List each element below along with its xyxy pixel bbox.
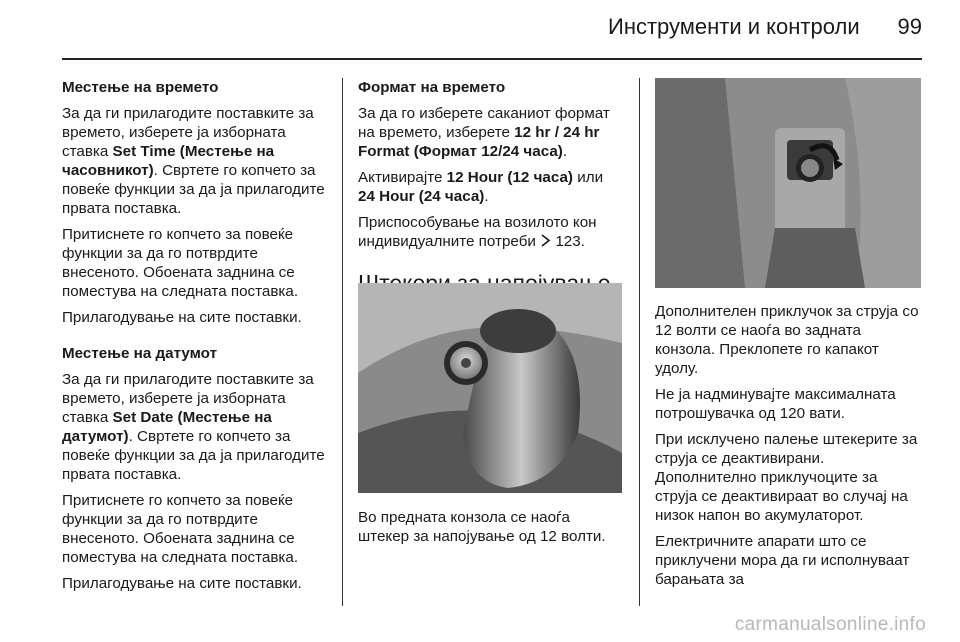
section-heading-format: Формат на времето bbox=[358, 79, 506, 96]
text: За да го изберете саканиот формат на времето, изберете bbox=[358, 105, 610, 141]
paragraph bbox=[358, 168, 624, 206]
column-1 bbox=[62, 78, 328, 600]
paragraph bbox=[358, 213, 624, 251]
header-title: Инструменти и контроли bbox=[608, 14, 860, 39]
section-heading-date: Местење на датумот bbox=[62, 345, 218, 362]
front-socket-photo bbox=[358, 283, 622, 493]
paragraph: При исклучено палење штекерите за струја се деактивирани. Дополнително приклучоците за струја се деактивираат во случај на низок напон во акумулаторот. bbox=[655, 431, 918, 524]
option-ref: 12 Hour (12 часа) bbox=[446, 169, 573, 186]
menu-item-ref: 12 hr / 24 hr Format (Формат 12/24 часа) bbox=[358, 124, 600, 160]
paragraph: Притиснете го копчето за повеќе функции за да го потврдите внесеното. Обоената заднина се поместува на следната поставка. bbox=[62, 492, 299, 566]
page-number: 99 bbox=[897, 14, 922, 39]
paragraph: Не ја надминувајте максималната потрошувачка од 120 вати. bbox=[655, 386, 896, 422]
paragraph: Притиснете го копчето за повеќе функции за да го потврдите внесеното. Обоената заднина се поместува на следната поставка. bbox=[62, 226, 299, 300]
paragraph: Прилагодување на сите поставки. bbox=[62, 309, 302, 326]
text: . bbox=[562, 143, 568, 160]
arrow-ref-icon bbox=[540, 233, 555, 250]
text: . bbox=[484, 188, 489, 205]
paragraph bbox=[358, 104, 624, 161]
text: Активирајте bbox=[358, 169, 447, 186]
caption: Дополнителен приклучок за струја со 12 волти се наоѓа во задната конзола. Преклопете го капакот удолу. bbox=[655, 303, 919, 377]
text: . Свртете го копчето за повеќе функции за да ја прилагодите првата поставка. bbox=[62, 428, 325, 483]
section-heading-time: Местење на времето bbox=[62, 79, 219, 96]
paragraph: Прилагодување на сите поставки. bbox=[62, 575, 302, 592]
column-divider-1 bbox=[342, 78, 343, 606]
rear-socket-photo bbox=[655, 78, 921, 288]
menu-item-ref: Set Date (Местење на датумот) bbox=[62, 409, 272, 445]
text: За да ги прилагодите поставките за времето, изберете ја изборната ставка bbox=[62, 371, 314, 426]
page-ref-number[interactable]: 123 bbox=[555, 233, 581, 250]
column-2-caption bbox=[358, 508, 624, 553]
paragraph: Електричните апарати што се приклучени мора да ги исполнуваат барањата за bbox=[655, 533, 910, 588]
paragraph bbox=[62, 104, 328, 218]
text: . bbox=[580, 233, 585, 250]
column-2 bbox=[358, 78, 624, 311]
text: За да ги прилагодите поставките за времето, изберете ја изборната ставка bbox=[62, 105, 314, 160]
column-3 bbox=[655, 302, 923, 596]
text: Приспособување на возилото кон индивидуалните потреби bbox=[358, 214, 597, 250]
header-rule bbox=[62, 58, 922, 60]
caption: Во предната конзола се наоѓа штекер за напојување од 12 волти. bbox=[358, 509, 606, 545]
spacer bbox=[62, 334, 328, 344]
column-divider-2 bbox=[639, 78, 640, 606]
menu-item-ref: Set Time (Местење на часовникот) bbox=[62, 143, 275, 179]
text: или bbox=[573, 169, 604, 186]
option-ref: 24 Hour (24 часа) bbox=[358, 188, 485, 205]
text: . Свртете го копчето за повеќе функции за да ја прилагодите првата поставка. bbox=[62, 162, 325, 217]
paragraph bbox=[62, 370, 328, 484]
watermark: carmanualsonline.info bbox=[734, 614, 926, 635]
